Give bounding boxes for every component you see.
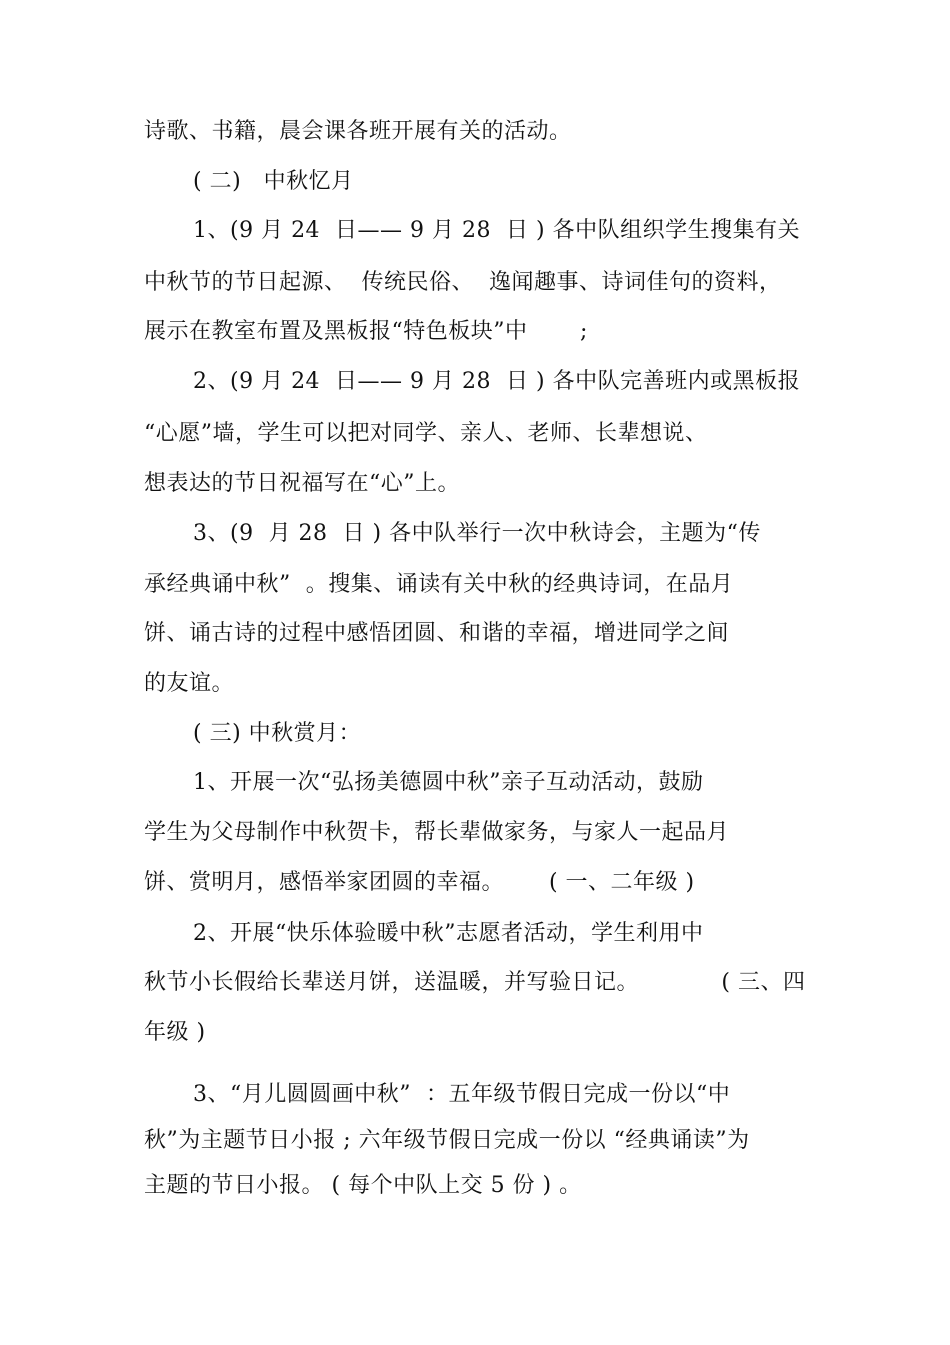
text-line: 中秋节的节日起源、 传统民俗、 逸闻趣事、诗词佳句的资料， bbox=[144, 270, 782, 295]
text-line: 秋”为主题节日小报 ; 六年级节假日完成一份以 “经典诵读”为 bbox=[144, 1128, 750, 1153]
text-line: 3、“月儿圆圆画中秋” ：五年级节假日完成一份以“中 bbox=[193, 1082, 731, 1107]
text-line: “心愿”墙，学生可以把对同学、亲人、老师、长辈想说、 bbox=[144, 421, 708, 446]
text-line: 饼、赏明月，感悟举家团圆的幸福。 ( 一、二年级 ) bbox=[144, 870, 695, 895]
text-line: 展示在教室布置及黑板报“特色板块”中 ; bbox=[144, 319, 588, 344]
text-line: 主题的节日小报。 ( 每个中队上交 5 份 ) 。 bbox=[144, 1173, 582, 1198]
text-line: 饼、诵古诗的过程中感悟团圆、和谐的幸福，增进同学之间 bbox=[144, 621, 730, 646]
section-heading: ( 二) 中秋忆月 bbox=[193, 169, 354, 194]
text-line: 学生为父母制作中秋贺卡，帮长辈做家务，与家人一起品月 bbox=[144, 820, 730, 845]
text-line: 想表达的节日祝福写在“心”上。 bbox=[144, 471, 460, 496]
text-line: 的友谊。 bbox=[144, 671, 235, 696]
text-line: 诗歌、书籍，晨会课各班开展有关的活动。 bbox=[144, 119, 572, 144]
text-line: 2、(9 月 24 日—— 9 月 28 日 ) 各中队完善班内或黑板报 bbox=[193, 369, 801, 394]
text-line: 3、(9 月 28 日 ) 各中队举行一次中秋诗会，主题为“传 bbox=[193, 521, 761, 546]
text-line: 1、(9 月 24 日—— 9 月 28 日 ) 各中队组织学生搜集有关 bbox=[193, 218, 801, 243]
text-line: 年级 ) bbox=[144, 1020, 206, 1045]
text-line: 1、开展一次“弘扬美德圆中秋”亲子互动活动，鼓励 bbox=[193, 770, 704, 795]
text-line: 秋节小长假给长辈送月饼，送温暖，并写验日记。 ( 三、四 bbox=[144, 970, 806, 995]
text-line: 2、开展“快乐体验暖中秋”志愿者活动，学生利用中 bbox=[193, 921, 704, 946]
section-heading: ( 三) 中秋赏月： bbox=[193, 721, 362, 746]
text-line: 承经典诵中秋” 。搜集、诵读有关中秋的经典诗词，在品月 bbox=[144, 572, 734, 597]
